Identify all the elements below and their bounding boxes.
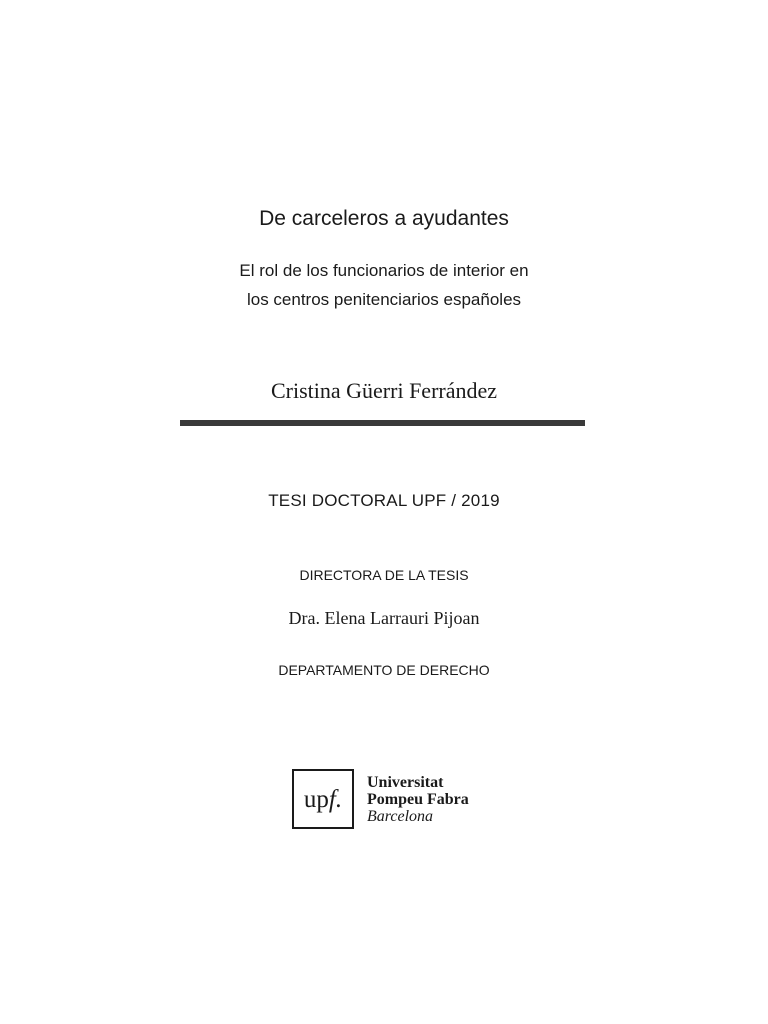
director-name: Dra. Elena Larrauri Pijoan: [288, 608, 480, 628]
upf-logo: [292, 769, 469, 829]
thesis-label: TESI DOCTORAL UPF / 2019: [268, 491, 500, 510]
upf-logo-mark: [292, 769, 354, 829]
author-name: Cristina Güerri Ferrández: [270, 378, 498, 403]
thesis-subtitle-line-1: El rol de los funcionarios de interior en: [239, 261, 529, 280]
thesis-title: De carceleros a ayudantes: [259, 207, 509, 230]
thesis-subtitle-line-2: los centros penitenciarios españoles: [246, 290, 522, 309]
horizontal-divider: [180, 420, 585, 426]
upf-logo-mark-f: f.: [328, 785, 343, 813]
upf-logo-line-2: Pompeu Fabra: [367, 790, 469, 808]
upf-logo-line-1: Universitat: [367, 773, 444, 791]
director-label: DIRECTORA DE LA TESIS: [299, 567, 469, 583]
upf-logo-mark-up: up: [303, 785, 329, 813]
upf-logo-text: [367, 774, 469, 825]
upf-logo-line-3: Barcelona: [367, 807, 434, 825]
department-name: DEPARTAMENTO DE DERECHO: [278, 662, 490, 678]
